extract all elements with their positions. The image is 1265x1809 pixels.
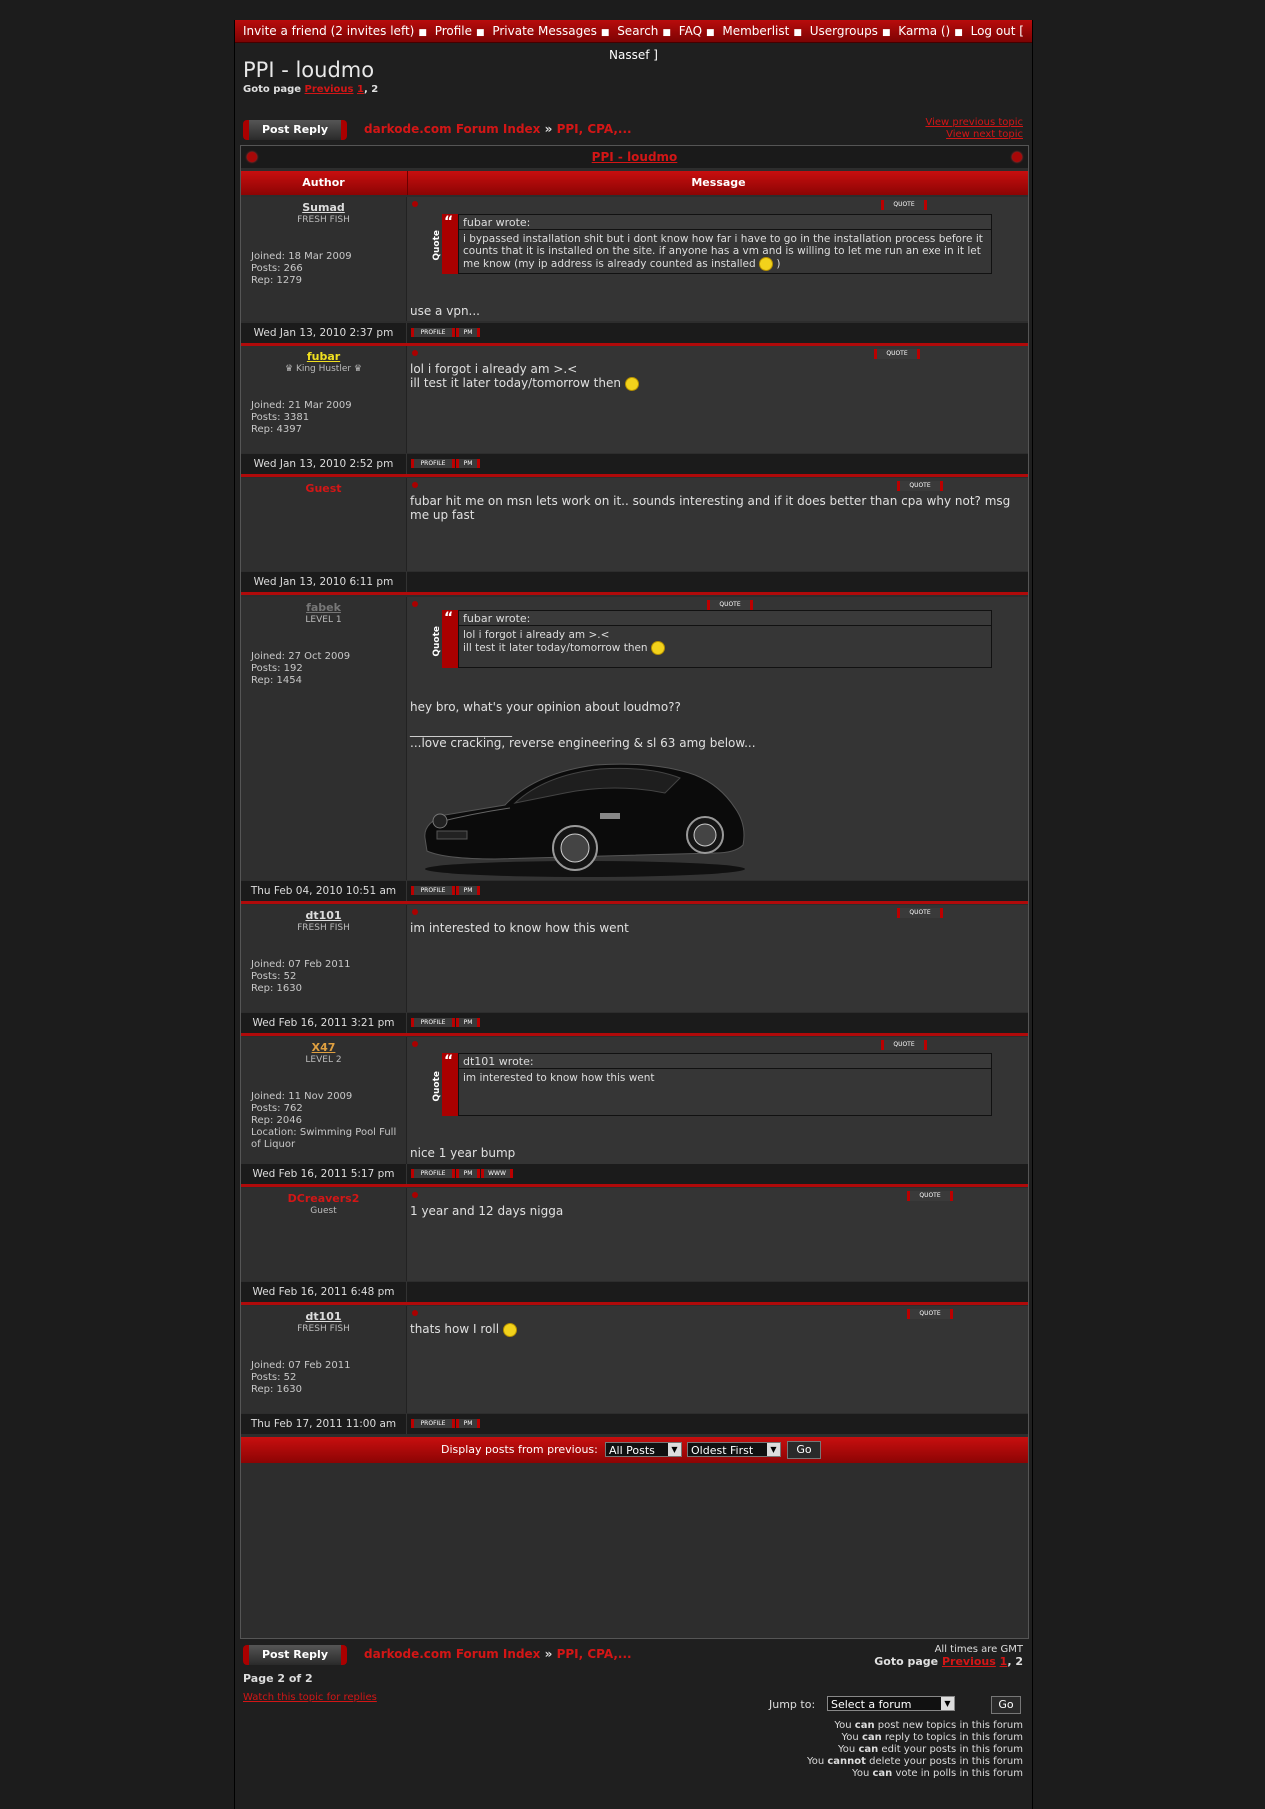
quote-body: i bypassed installation shit but i dont know how far i have to go in the installation process before it counts that it is installed on the site. if anyone has a vm and is willing to let me run an exe in it let me know (my ip address is already counted as installed ) — [458, 229, 992, 274]
memberlist-link[interactable]: Memberlist — [722, 24, 790, 38]
post-body-cell — [407, 478, 1028, 571]
current-page: 2 — [371, 84, 379, 95]
quote-button[interactable]: QUOTE — [874, 349, 920, 359]
pm-button[interactable]: PM — [456, 886, 480, 895]
page-1-link[interactable]: 1 — [356, 84, 364, 95]
jump-go-button[interactable]: Go — [991, 1696, 1021, 1714]
post-footer — [241, 1164, 1028, 1184]
view-previous-topic-link[interactable]: View previous topic — [925, 117, 1023, 128]
author-rep: Rep: 1630 — [251, 1384, 302, 1395]
invite-link[interactable]: Invite a friend (2 invites left) — [243, 24, 415, 38]
profile-button[interactable]: PROFILE — [411, 886, 455, 895]
timezone-note: All times are GMT — [934, 1644, 1023, 1655]
display-label: Display posts from previous: — [441, 1443, 598, 1456]
post-body-cell — [407, 1306, 1028, 1413]
chevron-down-icon: ▼ — [941, 1697, 954, 1710]
sad-smiley-icon — [759, 257, 773, 271]
post-separator — [241, 592, 1028, 595]
page-of-label: Page 2 of 2 — [243, 1672, 313, 1685]
post-author-cell — [241, 1306, 407, 1413]
post-separator — [241, 1033, 1028, 1036]
post-author-cell — [241, 905, 407, 1012]
post-separator — [241, 474, 1028, 477]
author-joined: Joined: 07 Feb 2011 — [251, 959, 351, 970]
post-footer — [241, 323, 1028, 343]
post-author-rank: FRESH FISH — [297, 215, 350, 225]
page-comma: , — [363, 84, 368, 95]
permissions-list — [807, 1720, 1023, 1780]
post-text: hey bro, what's your opinion about loudmo?? — [410, 700, 681, 714]
profile-button[interactable]: PROFILE — [411, 1018, 455, 1027]
quote-author: fubar wrote: — [458, 610, 992, 625]
previous-page-link[interactable]: Previous — [304, 84, 354, 95]
post-footer — [241, 572, 1028, 592]
post-date: Wed Feb 16, 2011 3:21 pm — [241, 1013, 407, 1033]
profile-button[interactable]: PROFILE — [411, 459, 455, 468]
post-body-cell — [407, 1188, 1028, 1281]
post-author-name[interactable]: dt101 — [305, 1310, 342, 1323]
previous-page-link[interactable]: Previous — [941, 1655, 996, 1668]
table-topic-title-link[interactable]: PPI - loudmo — [591, 150, 678, 164]
permission-line: You cannot delete your posts in this forum — [806, 1756, 1023, 1767]
current-page: 2 — [1015, 1655, 1023, 1668]
quote-block — [432, 214, 992, 274]
post-body-cell — [407, 197, 1028, 321]
post-separator — [241, 901, 1028, 904]
post-author-name[interactable]: fabek — [306, 601, 341, 614]
bottom-right-info — [874, 1644, 1023, 1668]
goto-page-top — [243, 84, 378, 95]
post-author-rank: FRESH FISH — [297, 923, 350, 933]
post-row — [241, 197, 1028, 342]
author-post-count: Posts: 52 — [251, 1372, 297, 1383]
post-date: Thu Feb 04, 2010 10:51 am — [241, 881, 407, 901]
author-post-count: Posts: 266 — [251, 263, 303, 274]
pm-button[interactable]: PM — [456, 1419, 480, 1428]
top-nav-bar: Invite a friend (2 invites left) ■ Profile ■ Private Messages ■ Search ■ FAQ ■ Memberlist ■ Usergroups ■ Karma () ■ Log out [ Nassef ] — [235, 20, 1032, 43]
post-author-cell — [241, 197, 407, 321]
post-author-rank: ♛ King Hustler ♛ — [285, 364, 362, 374]
author-joined: Joined: 11 Nov 2009 — [251, 1091, 353, 1102]
author-column-header: Author — [302, 176, 345, 189]
page-1-link[interactable]: 1 — [999, 1655, 1008, 1668]
forum-index-link[interactable]: darkode.com Forum Index — [364, 1647, 541, 1661]
breadcrumb-separator: » — [544, 1647, 553, 1661]
signature-text: ...love cracking, reverse engineering & sl 63 amg below... — [410, 736, 756, 750]
quote-button[interactable]: QUOTE — [897, 908, 943, 918]
permission-line: You can vote in polls in this forum — [852, 1768, 1023, 1779]
author-joined: Joined: 18 Mar 2009 — [251, 251, 352, 262]
permission-line: You can edit your posts in this forum — [838, 1744, 1023, 1755]
usergroups-link[interactable]: Usergroups — [809, 24, 878, 38]
display-go-button[interactable]: Go — [787, 1441, 821, 1459]
search-link[interactable]: Search — [617, 24, 659, 38]
quote-button[interactable]: QUOTE — [897, 481, 943, 491]
post-author-info — [251, 251, 352, 287]
post-row — [241, 597, 1028, 902]
author-rep: Rep: 1279 — [251, 275, 302, 286]
post-row — [241, 1037, 1028, 1184]
quote-button[interactable]: QUOTE — [907, 1309, 953, 1319]
post-author-info — [251, 1091, 401, 1151]
post-author-cell — [241, 1188, 407, 1281]
corner-dot-icon — [1012, 152, 1022, 162]
post-author-rank: FRESH FISH — [297, 1324, 350, 1334]
post-footer — [241, 1414, 1028, 1434]
author-joined: Joined: 27 Oct 2009 — [251, 651, 351, 662]
post-author-cell — [241, 1037, 407, 1164]
post-marker-icon — [412, 201, 418, 207]
post-row — [241, 1306, 1028, 1412]
jump-to-label: Jump to: — [769, 1698, 816, 1711]
author-rep: Rep: 1454 — [251, 675, 302, 686]
post-date: Wed Feb 16, 2011 6:48 pm — [241, 1282, 407, 1302]
post-text: use a vpn... — [410, 304, 480, 318]
author-post-count: Posts: 192 — [251, 663, 303, 674]
quote-body: lol i forgot i already am >.< ill test it later today/tomorrow then — [458, 625, 992, 668]
post-marker-icon — [412, 482, 418, 488]
author-location: Location: Swimming Pool Full of Liquor — [251, 1127, 397, 1150]
quote-button[interactable]: QUOTE — [907, 1191, 953, 1201]
author-joined: Joined: 21 Mar 2009 — [251, 400, 352, 411]
breadcrumb-separator: » — [544, 122, 553, 136]
quote-block — [432, 610, 992, 668]
author-joined: Joined: 07 Feb 2011 — [251, 1360, 351, 1371]
post-author-info — [251, 1360, 350, 1396]
quote-bar: “ Quote — [442, 1053, 458, 1116]
jump-to-select[interactable]: Select a forum ▼ — [827, 1696, 955, 1711]
permission-line: You can reply to topics in this forum — [841, 1732, 1023, 1743]
post-author-rank: LEVEL 1 — [305, 615, 342, 625]
post-author-name[interactable]: dt101 — [305, 909, 342, 922]
post-date: Wed Feb 16, 2011 5:17 pm — [241, 1164, 407, 1184]
author-rep: Rep: 4397 — [251, 424, 302, 435]
permission-line: You can post new topics in this forum — [834, 1720, 1023, 1731]
karma-link[interactable]: Karma () — [898, 24, 951, 38]
pm-button[interactable]: PM — [456, 1169, 480, 1178]
quote-author: fubar wrote: — [458, 214, 992, 229]
post-text: thats how I roll — [410, 1322, 517, 1337]
smile-smiley-icon — [503, 1323, 517, 1337]
post-author-info — [251, 651, 350, 687]
profile-button[interactable]: PROFILE — [411, 1419, 455, 1428]
corner-dot-icon — [247, 152, 257, 162]
post-marker-icon — [412, 601, 418, 607]
display-options-bar — [241, 1437, 1028, 1463]
topic-title[interactable]: PPI - loudmo — [243, 58, 375, 82]
post-date: Wed Jan 13, 2010 2:52 pm — [241, 454, 407, 474]
post-text: im interested to know how this went — [410, 921, 629, 935]
table-title-bar — [241, 146, 1028, 168]
author-post-count: Posts: 762 — [251, 1103, 303, 1114]
quote-body: im interested to know how this went — [458, 1068, 992, 1116]
post-footer — [241, 881, 1028, 901]
post-body-cell — [407, 1037, 1028, 1164]
smile-smiley-icon — [625, 377, 639, 391]
post-footer — [241, 454, 1028, 474]
breadcrumb-bottom — [364, 1647, 632, 1661]
car-signature-image — [415, 753, 755, 879]
forum-index-link[interactable]: darkode.com Forum Index — [364, 122, 541, 136]
post-author-info — [251, 959, 350, 995]
post-author-info — [251, 400, 352, 436]
quote-author: dt101 wrote: — [458, 1053, 992, 1068]
message-column-header: Message — [407, 171, 1029, 195]
goto-page-bottom: Goto page Previous 1, 2 — [874, 1655, 1023, 1668]
posts-table — [240, 145, 1029, 1639]
post-marker-icon — [412, 350, 418, 356]
post-row — [241, 346, 1028, 474]
profile-button[interactable]: PROFILE — [411, 1169, 455, 1178]
signature-divider: _________________ — [410, 723, 512, 737]
goto-label: Goto page — [243, 84, 302, 95]
posts-range-select[interactable]: All Posts ▼ — [605, 1442, 682, 1457]
pm-button[interactable]: PM — [456, 1018, 480, 1027]
www-button[interactable]: WWW — [481, 1169, 513, 1178]
post-text: fubar hit me on msn lets work on it.. sounds interesting and if it does better than cpa why not? msg me up fast — [410, 494, 1011, 522]
logout-link[interactable]: Log out [ Nassef ] — [609, 24, 1024, 62]
view-next-topic-link[interactable]: View next topic — [946, 129, 1023, 140]
post-footer — [241, 1282, 1028, 1302]
post-body-cell — [407, 346, 1028, 453]
post-marker-icon — [412, 1041, 418, 1047]
post-marker-icon — [412, 909, 418, 915]
post-author-name[interactable]: X47 — [311, 1041, 336, 1054]
post-marker-icon — [412, 1310, 418, 1316]
chevron-down-icon: ▼ — [767, 1443, 780, 1456]
page-wrapper — [234, 20, 1033, 1809]
post-body-cell — [407, 597, 1028, 880]
quote-button[interactable]: QUOTE — [707, 600, 753, 610]
post-reply-button[interactable]: Post Reply — [243, 120, 347, 140]
smile-smiley-icon — [651, 641, 665, 655]
post-author-cell — [241, 346, 407, 453]
breadcrumb — [364, 122, 632, 136]
topic-nav — [925, 117, 1023, 141]
subforum-link[interactable]: PPI, CPA,... — [556, 1647, 632, 1661]
post-row — [241, 478, 1028, 593]
profile-link[interactable]: Profile — [434, 24, 472, 38]
post-reply-button-bottom[interactable]: Post Reply — [243, 1645, 347, 1665]
author-post-count: Posts: 52 — [251, 971, 297, 982]
post-row — [241, 905, 1028, 1033]
author-post-count: Posts: 3381 — [251, 412, 310, 423]
post-author-rank: LEVEL 2 — [305, 1055, 342, 1065]
chevron-down-icon: ▼ — [668, 1443, 681, 1456]
post-footer — [241, 1013, 1028, 1033]
post-date: Wed Jan 13, 2010 2:37 pm — [241, 323, 407, 343]
quote-bar: “ Quote — [442, 610, 458, 668]
author-rep: Rep: 1630 — [251, 983, 302, 994]
post-date: Thu Feb 17, 2011 11:00 am — [241, 1414, 407, 1434]
faq-link[interactable]: FAQ — [678, 24, 703, 38]
quote-button[interactable]: QUOTE — [881, 200, 927, 210]
post-marker-icon — [412, 1192, 418, 1198]
post-author-rank: Guest — [310, 1206, 337, 1216]
post-author-name[interactable]: Sumad — [302, 201, 345, 214]
sort-order-select[interactable]: Oldest First ▼ — [687, 1442, 781, 1457]
profile-button[interactable]: PROFILE — [411, 328, 455, 337]
quote-bar: “ Quote — [442, 214, 458, 274]
post-author-name: DCreavers2 — [287, 1192, 360, 1205]
author-rep: Rep: 2046 — [251, 1115, 302, 1126]
post-row — [241, 1188, 1028, 1303]
post-body-cell — [407, 905, 1028, 1012]
post-text: lol i forgot i already am >.< ill test it later today/tomorrow then — [410, 362, 639, 391]
post-author-cell — [241, 478, 407, 571]
post-text: 1 year and 12 days nigga — [410, 1204, 564, 1218]
post-author-cell — [241, 597, 407, 880]
post-author-name[interactable]: fubar — [306, 350, 341, 363]
quote-block — [432, 1053, 992, 1116]
pm-button[interactable]: PM — [456, 328, 480, 337]
post-separator — [241, 1184, 1028, 1187]
private-messages-link[interactable]: Private Messages — [492, 24, 597, 38]
quote-button[interactable]: QUOTE — [881, 1040, 927, 1050]
post-author-name: Guest — [305, 482, 342, 495]
subforum-link[interactable]: PPI, CPA,... — [556, 122, 632, 136]
post-text: nice 1 year bump — [410, 1146, 516, 1160]
column-headers — [241, 171, 1028, 195]
watch-topic-link[interactable]: Watch this topic for replies — [243, 1692, 377, 1703]
post-date: Wed Jan 13, 2010 6:11 pm — [241, 572, 407, 592]
pm-button[interactable]: PM — [456, 459, 480, 468]
post-separator — [241, 1302, 1028, 1305]
